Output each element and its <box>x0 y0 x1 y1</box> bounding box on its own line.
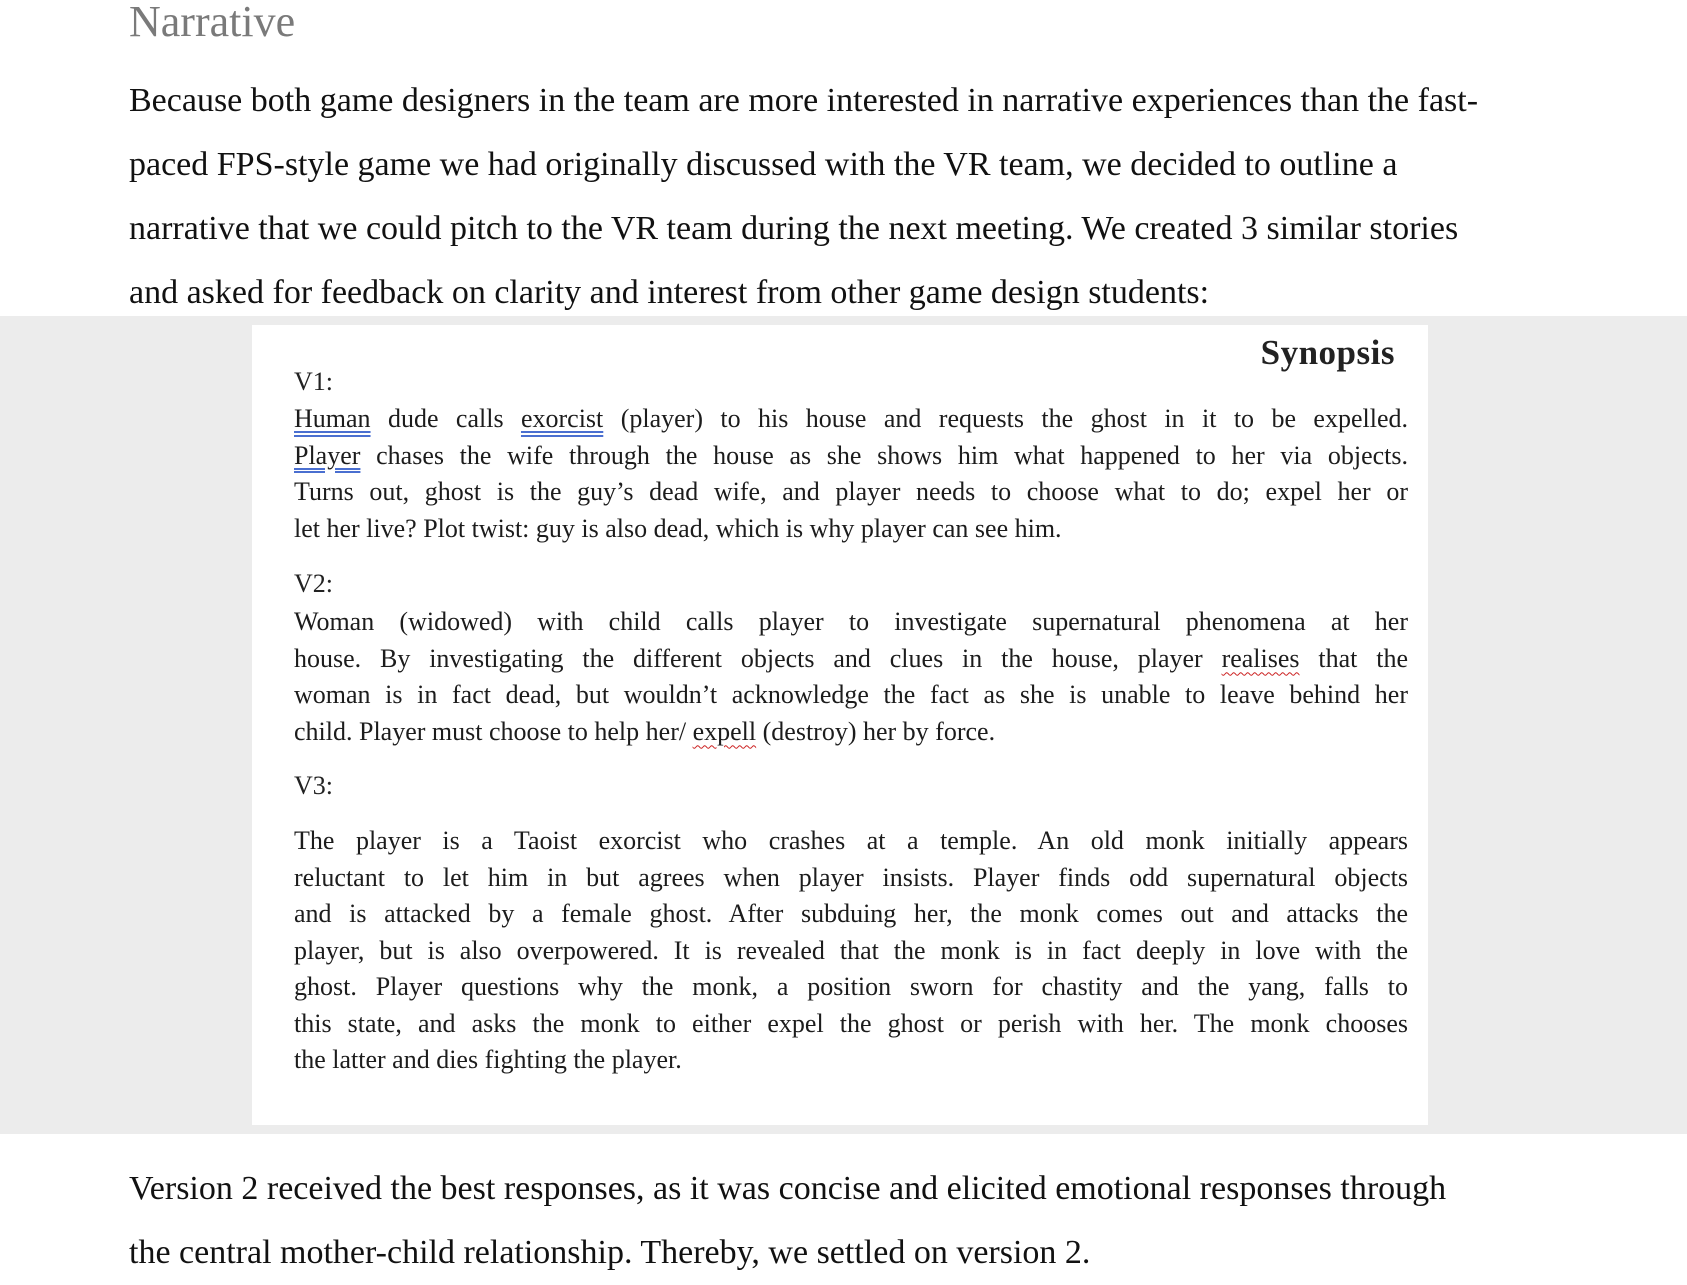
v2-line <box>294 641 1408 678</box>
spellcheck-word: exorcist <box>520 404 604 433</box>
v3-line: this state, and asks the monk to either expel the ghost or perish with her. The monk chooses <box>294 1008 1408 1038</box>
v3-line: The player is a Taoist exorcist who crashes at a temple. An old monk initially appears <box>294 826 1408 855</box>
intro-paragraph <box>129 69 1609 325</box>
intro-line: and asked for feedback on clarity and interest from other game design students: <box>129 274 1210 311</box>
v1-line <box>294 401 1408 438</box>
v2-line: Woman (widowed) with child calls player to investigate supernatural phenomena at her <box>294 607 1408 636</box>
outro-line: Version 2 received the best responses, as it was concise and elicited emotional responses through <box>129 1170 1447 1207</box>
intro-line: narrative that we could pitch to the VR team during the next meeting. We created 3 similar stories <box>129 210 1459 247</box>
v3-label: V3: <box>294 771 333 800</box>
v3-line: ghost. Player questions why the monk, a position sworn for chastity and the yang, falls to <box>294 972 1408 1001</box>
v3-line: the latter and dies fighting the player. <box>294 1045 682 1074</box>
synopsis-image <box>252 325 1428 1125</box>
text-run: child. Player must choose to help her/ <box>294 716 693 746</box>
v1-label: V1: <box>294 367 333 396</box>
v3-paragraph <box>294 823 1408 1079</box>
section-heading: Narrative <box>129 0 296 46</box>
v1-line: Turns out, ghost is the guy’s dead wife, and player needs to choose what to do; expel her or <box>294 477 1408 506</box>
text-run: chases the wife through the house as she shows him what happened to her via objects. <box>360 440 1408 470</box>
spellcheck-word: expell <box>692 716 757 746</box>
intro-line: Because both game designers in the team are more interested in narrative experiences than the fast- <box>129 82 1479 119</box>
spellcheck-word: realises <box>1221 643 1300 673</box>
v3-line: player, but is also overpowered. It is revealed that the monk is in fact deeply in love with the <box>294 935 1408 965</box>
v3-line: and is attacked by a female ghost. After subduing her, the monk comes out and attacks the <box>294 899 1408 928</box>
v1-line <box>294 438 1408 475</box>
text-run: that the <box>1299 643 1408 673</box>
v2-line <box>294 714 1408 751</box>
text-run: (destroy) her by force. <box>756 716 996 746</box>
spellcheck-word: Player <box>294 440 361 470</box>
text-run: (player) to his house and requests the ghost in it to be expelled. <box>603 404 1408 433</box>
v3-line: reluctant to let him in but agrees when player insists. Player finds odd supernatural objects <box>294 862 1408 892</box>
text-run: dude calls <box>370 404 521 433</box>
v2-line: woman is in fact dead, but wouldn’t acknowledge the fact as she is unable to leave behind her <box>294 680 1408 709</box>
outro-paragraph <box>129 1157 1609 1285</box>
spellcheck-word: Human <box>294 404 371 433</box>
v2-label: V2: <box>294 569 333 598</box>
v1-line: let her live? Plot twist: guy is also dead, which is why player can see him. <box>294 513 1062 543</box>
v2-paragraph <box>294 604 1408 750</box>
intro-line: paced FPS-style game we had originally discussed with the VR team, we decided to outline a <box>129 146 1398 183</box>
outro-line: the central mother-child relationship. Thereby, we settled on version 2. <box>129 1234 1091 1271</box>
synopsis-title: Synopsis <box>1260 333 1395 372</box>
text-run: house. By investigating the different objects and clues in the house, player <box>294 643 1222 673</box>
v1-paragraph <box>294 401 1408 547</box>
